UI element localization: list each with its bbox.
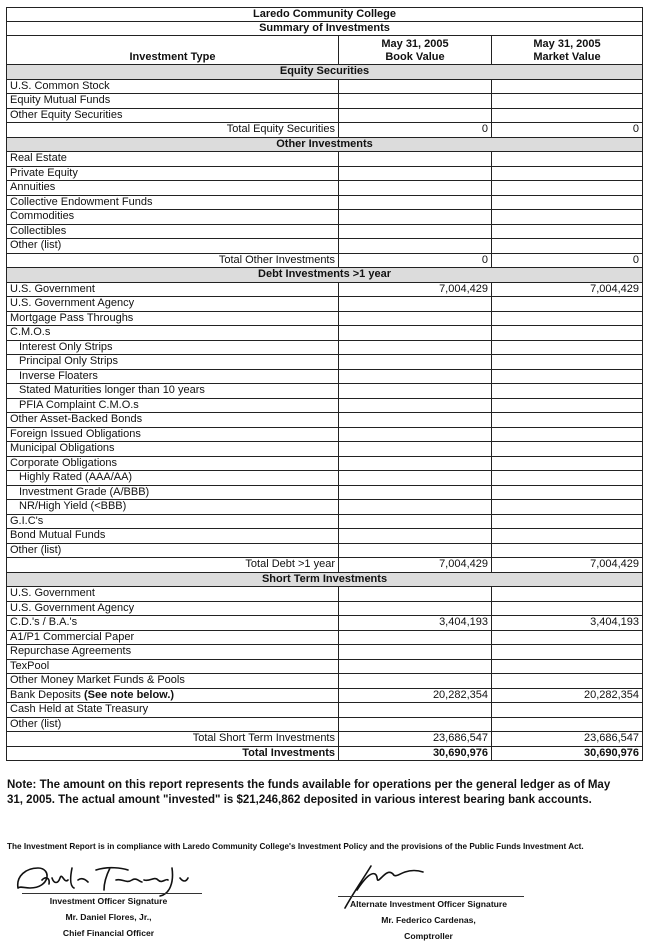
table-row (7, 616, 643, 631)
book-value-cell (339, 181, 492, 196)
investment-summary-table (6, 7, 643, 761)
table-row (7, 311, 643, 326)
table-row (7, 94, 643, 109)
section-total-market: 7,004,429 (492, 558, 643, 573)
book-value-cell (339, 471, 492, 486)
table-row (7, 587, 643, 602)
investment-type-label: U.S. Common Stock (7, 79, 339, 94)
grand-total-row (7, 746, 643, 761)
book-value-cell (339, 500, 492, 515)
grand-total-book: 30,690,976 (339, 746, 492, 761)
investment-type-label: Municipal Obligations (7, 442, 339, 457)
table-row (7, 166, 643, 181)
table-row (7, 674, 643, 689)
market-value-cell (492, 224, 643, 239)
market-value-cell: 20,282,354 (492, 688, 643, 703)
investment-type-label: Other Equity Securities (7, 108, 339, 123)
market-value-cell (492, 210, 643, 225)
investment-type-label: TexPool (7, 659, 339, 674)
market-value-cell (492, 587, 643, 602)
investment-type-label: U.S. Government Agency (7, 601, 339, 616)
column-header-book-value: May 31, 2005 Book Value (339, 36, 492, 65)
market-value-cell (492, 297, 643, 312)
market-value-cell (492, 340, 643, 355)
book-value-cell (339, 659, 492, 674)
report-title: Laredo Community College (7, 8, 643, 22)
market-value-cell (492, 645, 643, 660)
table-row (7, 529, 643, 544)
market-value-cell (492, 703, 643, 718)
investment-type-label: Other (list) (7, 239, 339, 254)
book-value-cell (339, 195, 492, 210)
book-value-cell (339, 543, 492, 558)
table-row (7, 152, 643, 167)
section-total-market: 0 (492, 253, 643, 268)
market-value-cell (492, 166, 643, 181)
book-value-cell: 20,282,354 (339, 688, 492, 703)
market-value-cell (492, 659, 643, 674)
section-total-book: 0 (339, 123, 492, 138)
book-value-cell (339, 384, 492, 399)
investment-type-label: NR/High Yield (<BBB) (7, 500, 339, 515)
market-value-cell (492, 94, 643, 109)
investment-type-label: U.S. Government (7, 282, 339, 297)
section-heading: Equity Securities (7, 65, 643, 80)
market-value-cell (492, 427, 643, 442)
investment-type-label: G.I.C's (7, 514, 339, 529)
investment-type-label: Collectibles (7, 224, 339, 239)
book-value-cell (339, 166, 492, 181)
section-total-row (7, 253, 643, 268)
market-value-cell (492, 326, 643, 341)
table-row (7, 195, 643, 210)
investment-type-label: Bond Mutual Funds (7, 529, 339, 544)
book-value-cell (339, 108, 492, 123)
table-row (7, 369, 643, 384)
book-value-cell (339, 674, 492, 689)
investment-type-label: Real Estate (7, 152, 339, 167)
section-header-row (7, 268, 643, 283)
book-value-cell (339, 427, 492, 442)
investment-type-label: Other (list) (7, 543, 339, 558)
section-total-label: Total Debt >1 year (7, 558, 339, 573)
table-row (7, 239, 643, 254)
section-total-market: 23,686,547 (492, 732, 643, 747)
book-value-cell (339, 340, 492, 355)
table-row (7, 500, 643, 515)
table-row (7, 340, 643, 355)
market-value-cell (492, 355, 643, 370)
market-value-cell (492, 181, 643, 196)
investment-type-label: Inverse Floaters (7, 369, 339, 384)
book-value-cell (339, 717, 492, 732)
investment-type-label: Other Asset-Backed Bonds (7, 413, 339, 428)
signature-title-left: Chief Financial Officer (62, 928, 155, 938)
signature-role-right: Alternate Investment Officer Signature (349, 899, 508, 909)
market-value-cell: 3,404,193 (492, 616, 643, 631)
investment-type-label: C.D.'s / B.A.'s (7, 616, 339, 631)
book-value-cell (339, 413, 492, 428)
market-value-cell (492, 108, 643, 123)
signature-name-left: Mr. Daniel Flores, Jr., (65, 912, 152, 922)
report-subtitle: Summary of Investments (7, 22, 643, 36)
investment-type-label: Private Equity (7, 166, 339, 181)
book-value-cell (339, 442, 492, 457)
market-value-cell (492, 442, 643, 457)
investment-type-label: U.S. Government (7, 587, 339, 602)
investment-type-label: Foreign Issued Obligations (7, 427, 339, 442)
market-value-cell (492, 413, 643, 428)
book-value-cell (339, 485, 492, 500)
investment-type-label: Other (list) (7, 717, 339, 732)
investment-type-label: Stated Maturities longer than 10 years (7, 384, 339, 399)
book-value-cell (339, 94, 492, 109)
table-row (7, 282, 643, 297)
market-value-cell (492, 630, 643, 645)
section-heading: Other Investments (7, 137, 643, 152)
book-value-cell (339, 587, 492, 602)
book-value-cell (339, 369, 492, 384)
investment-type-label: Annuities (7, 181, 339, 196)
table-row (7, 442, 643, 457)
book-value-cell (339, 529, 492, 544)
signature-block-left (6, 893, 211, 941)
investment-type-label: PFIA Complaint C.M.O.s (7, 398, 339, 413)
table-row (7, 210, 643, 225)
table-row (7, 224, 643, 239)
signature-role-left: Investment Officer Signature (49, 896, 168, 906)
section-total-book: 7,004,429 (339, 558, 492, 573)
book-value-cell (339, 601, 492, 616)
table-row (7, 630, 643, 645)
section-total-market: 0 (492, 123, 643, 138)
table-row (7, 181, 643, 196)
handwritten-signature-left (12, 858, 222, 898)
investment-type-label: A1/P1 Commercial Paper (7, 630, 339, 645)
market-value-cell (492, 717, 643, 732)
section-total-label: Total Short Term Investments (7, 732, 339, 747)
table-row (7, 297, 643, 312)
section-total-label: Total Equity Securities (7, 123, 339, 138)
section-total-book: 0 (339, 253, 492, 268)
investment-type-label: Investment Grade (A/BBB) (7, 485, 339, 500)
signature-title-right: Comptroller (404, 931, 453, 941)
book-value-cell (339, 355, 492, 370)
table-row (7, 471, 643, 486)
table-row (7, 717, 643, 732)
table-row (7, 355, 643, 370)
section-total-row (7, 558, 643, 573)
table-row (7, 543, 643, 558)
book-value-cell (339, 224, 492, 239)
section-header-row (7, 572, 643, 587)
market-value-cell (492, 384, 643, 399)
investment-type-label: Corporate Obligations (7, 456, 339, 471)
grand-total-market: 30,690,976 (492, 746, 643, 761)
book-value-cell (339, 456, 492, 471)
market-value-cell (492, 79, 643, 94)
book-value-cell (339, 297, 492, 312)
investment-type-label: Mortgage Pass Throughs (7, 311, 339, 326)
table-row (7, 703, 643, 718)
table-row (7, 601, 643, 616)
table-row (7, 79, 643, 94)
investment-type-label: Bank Deposits (See note below.) (7, 688, 339, 703)
market-value-cell (492, 485, 643, 500)
book-value-cell (339, 398, 492, 413)
table-row (7, 427, 643, 442)
market-value-cell (492, 471, 643, 486)
table-row (7, 456, 643, 471)
investment-type-label: Cash Held at State Treasury (7, 703, 339, 718)
column-header-investment-type: Investment Type (7, 36, 339, 65)
market-value-cell (492, 514, 643, 529)
table-row (7, 108, 643, 123)
column-header-market-value: May 31, 2005 Market Value (492, 36, 643, 65)
table-row (7, 514, 643, 529)
table-row (7, 326, 643, 341)
market-value-cell (492, 152, 643, 167)
market-value-cell (492, 543, 643, 558)
investment-type-label: Collective Endowment Funds (7, 195, 339, 210)
signature-block-right (336, 896, 521, 944)
market-value-cell (492, 311, 643, 326)
market-value-cell (492, 674, 643, 689)
table-row (7, 398, 643, 413)
section-heading: Debt Investments >1 year (7, 268, 643, 283)
investment-type-label: Repurchase Agreements (7, 645, 339, 660)
book-value-cell (339, 311, 492, 326)
section-header-row (7, 65, 643, 80)
book-value-cell (339, 239, 492, 254)
book-value-cell: 7,004,429 (339, 282, 492, 297)
market-value-cell (492, 456, 643, 471)
market-value-cell (492, 500, 643, 515)
section-total-row (7, 123, 643, 138)
book-value-cell (339, 514, 492, 529)
book-value-cell (339, 645, 492, 660)
book-value-cell (339, 152, 492, 167)
investment-type-label: U.S. Government Agency (7, 297, 339, 312)
market-value-cell (492, 369, 643, 384)
section-header-row (7, 137, 643, 152)
book-value-cell: 3,404,193 (339, 616, 492, 631)
market-value-cell: 7,004,429 (492, 282, 643, 297)
table-row (7, 485, 643, 500)
book-value-cell (339, 630, 492, 645)
table-row (7, 384, 643, 399)
book-value-cell (339, 703, 492, 718)
market-value-cell (492, 195, 643, 210)
investment-type-label: C.M.O.s (7, 326, 339, 341)
section-total-label: Total Other Investments (7, 253, 339, 268)
market-value-cell (492, 239, 643, 254)
section-total-row (7, 732, 643, 747)
book-value-cell (339, 79, 492, 94)
investment-type-label: Equity Mutual Funds (7, 94, 339, 109)
market-value-cell (492, 398, 643, 413)
book-value-cell (339, 210, 492, 225)
signature-name-right: Mr. Federico Cardenas, (381, 915, 476, 925)
investment-type-label: Commodities (7, 210, 339, 225)
investment-type-label: Principal Only Strips (7, 355, 339, 370)
table-row (7, 645, 643, 660)
table-row (7, 413, 643, 428)
compliance-statement: The Investment Report is in compliance with Laredo Community College's Investment Policy and the provisions of the Public Funds Investment Act. (7, 842, 584, 851)
investment-type-label: Interest Only Strips (7, 340, 339, 355)
grand-total-label: Total Investments (7, 746, 339, 761)
section-heading: Short Term Investments (7, 572, 643, 587)
book-value-cell (339, 326, 492, 341)
market-value-cell (492, 601, 643, 616)
section-total-book: 23,686,547 (339, 732, 492, 747)
note-text: Note: The amount on this report represents the funds available for operations per the general ledger as of May 31, 2005. The actual amount "invested" is $21,246,862 deposited in various interest bearing bank accounts. (7, 779, 611, 806)
table-row (7, 688, 643, 703)
investment-type-label: Other Money Market Funds & Pools (7, 674, 339, 689)
investment-type-label: Highly Rated (AAA/AA) (7, 471, 339, 486)
market-value-cell (492, 529, 643, 544)
table-row (7, 659, 643, 674)
